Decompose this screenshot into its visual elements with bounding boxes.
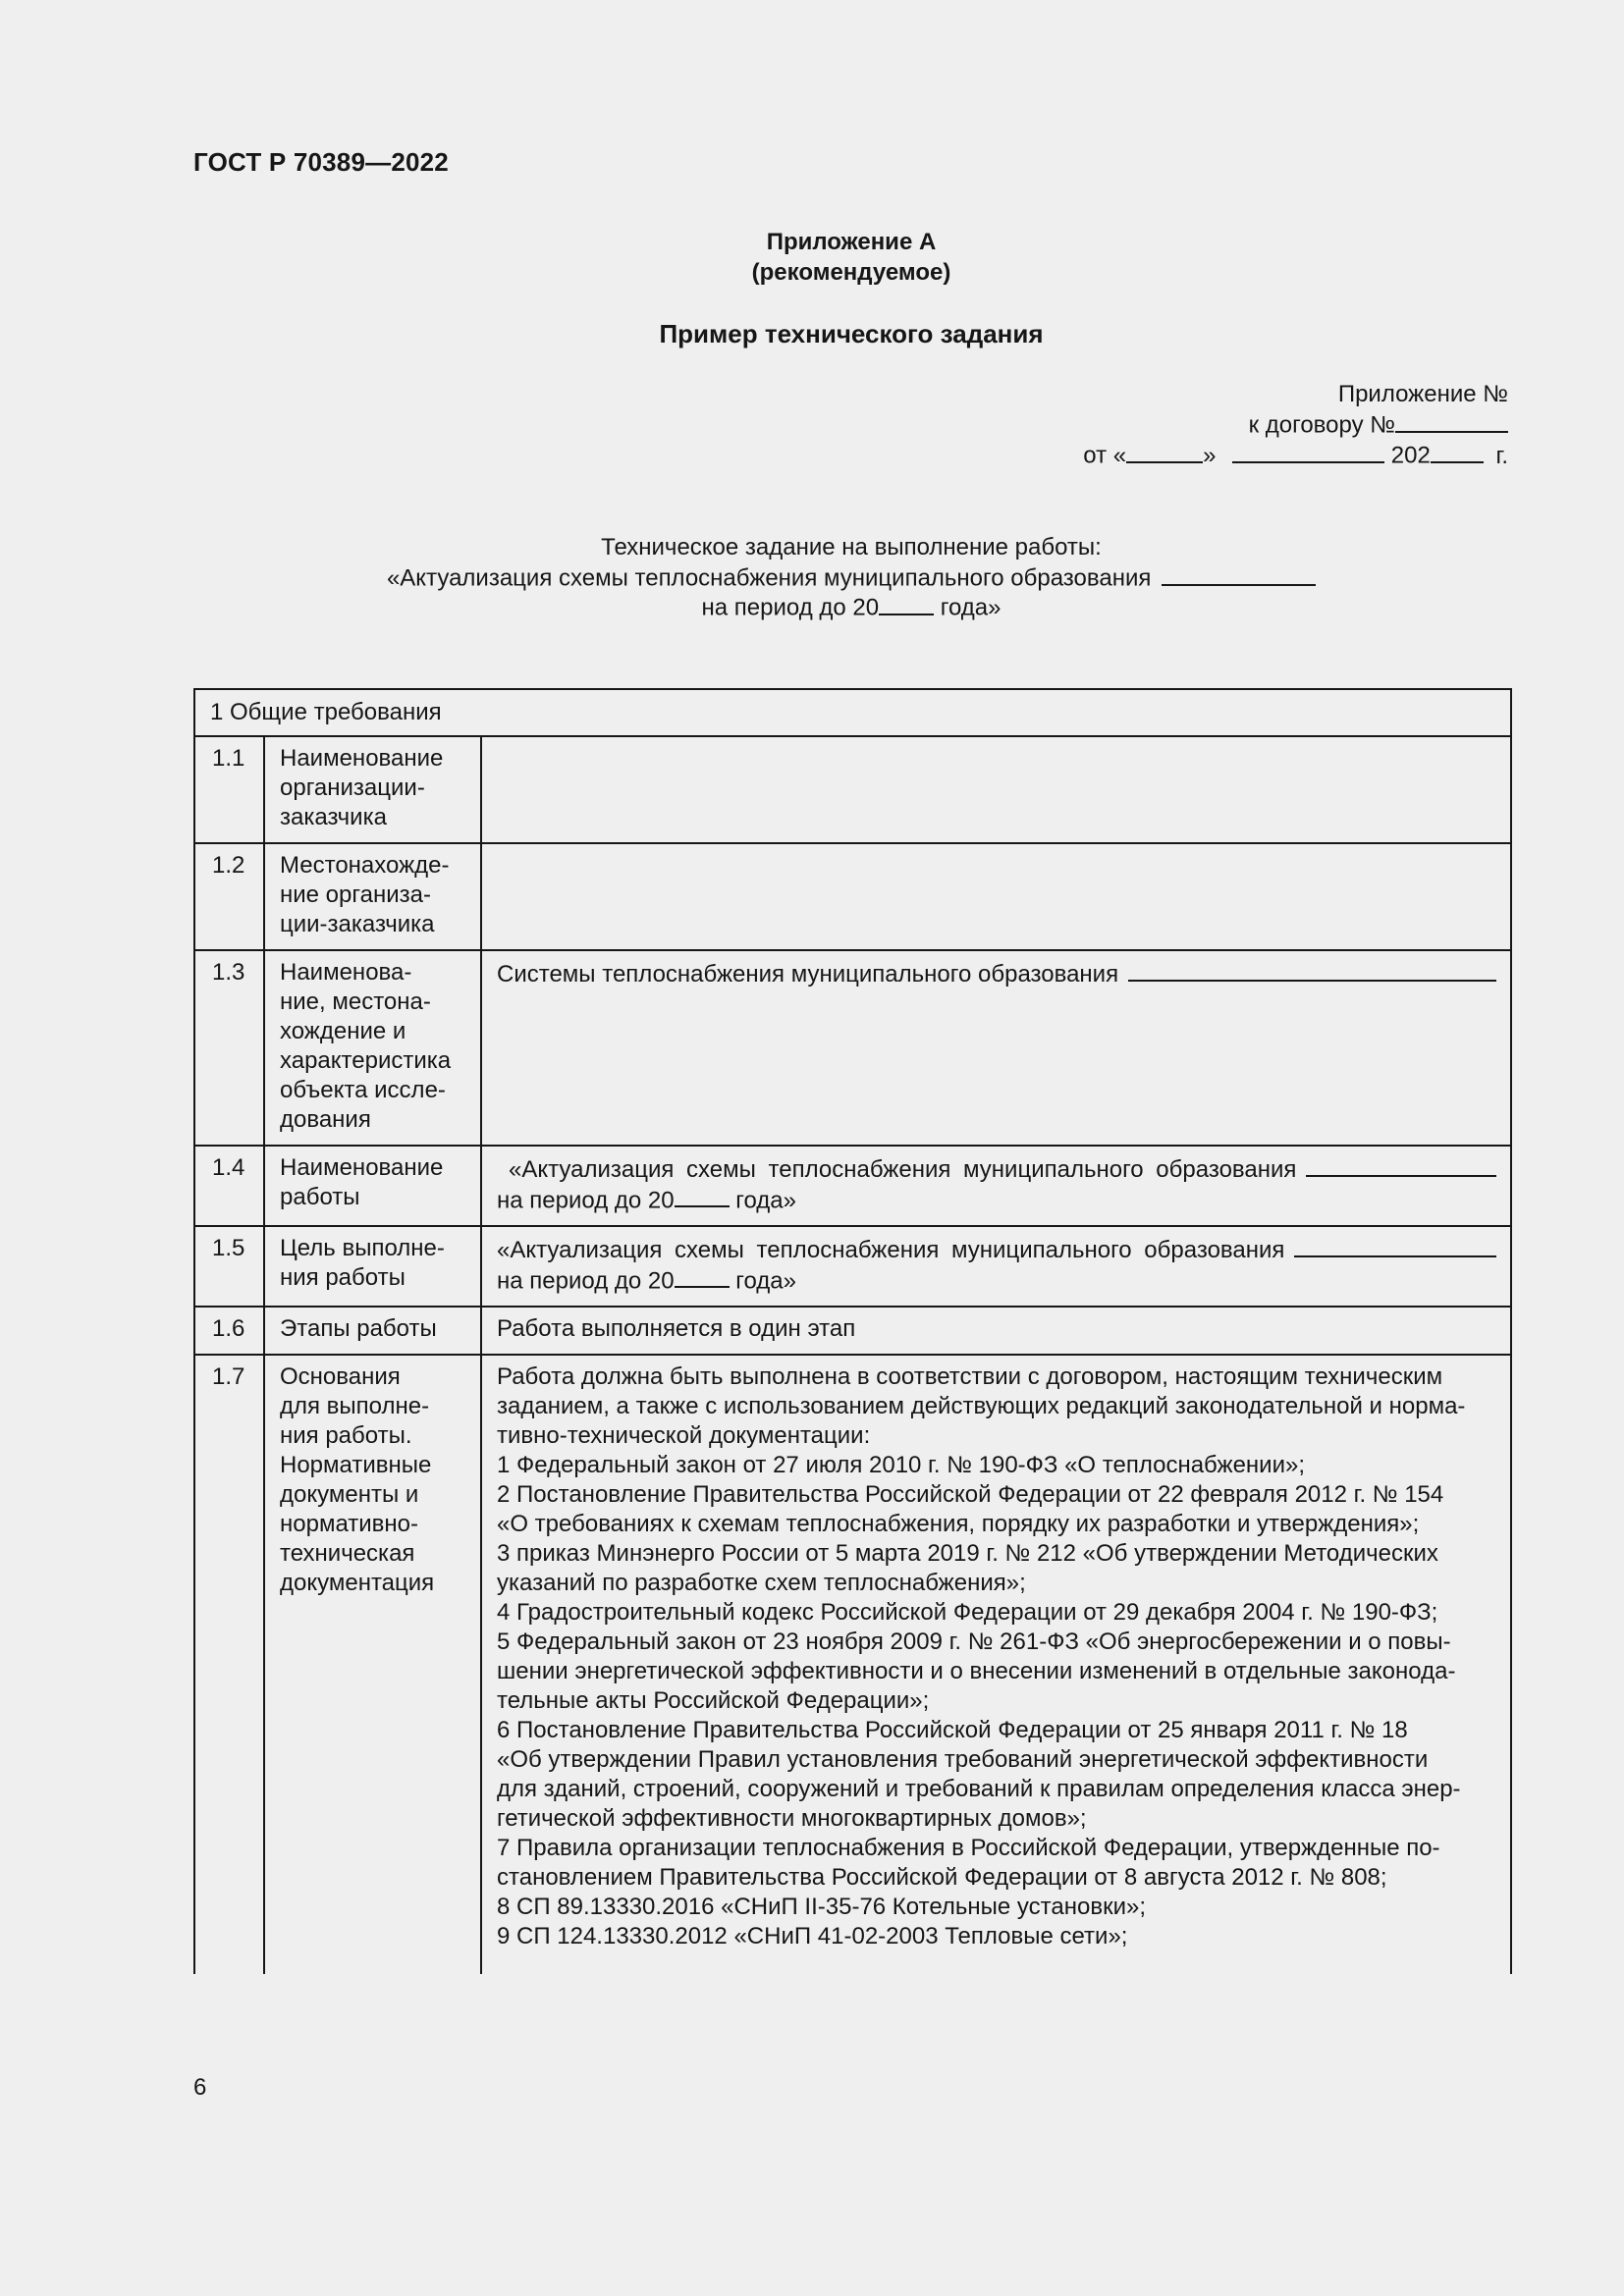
row-number: 1.7: [194, 1355, 264, 1974]
appendix-title: Приложение А: [766, 229, 937, 255]
row-value-empty: [481, 843, 1511, 950]
row-label: Наименование организации- заказчика: [264, 736, 481, 843]
row-number: 1.2: [194, 843, 264, 950]
row-value-legal-basis: Работа должна быть выполнена в соответствии с договором, настоящим техническим заданием, а также с использованием действующих редакций законодательной и норма- тивно-технической документации: 1 Федеральный закон от 27 июля 2010 г. № 190-ФЗ «О теплоснабжении»; 2 Постановление Правительства Российской Федерации от 22 февраля 2012 г. № 154 «О требованиях к схемам теплоснабжения, порядку их разработки и утверждения»; 3 приказ Минэнерго России от 5 марта 2019 г. № 212 «Об утверждении Методических указаний по разработке схем теплоснабжения»; 4 Градостроительный кодекс Российской Федерации от 29 декабря 2004 г. № 190-ФЗ; 5 Федеральный закон от 23 ноября 2009 г. № 261-ФЗ «Об энергосбережении и о повы- шении энергетической эффективности и о внесении изменений в отдельные законода- тельные акты Российской Федерации»; 6 Постановление Правительства Российской Федерации от 25 января 2011 г. № 18 «Об утверждении Правил установления требований энергетической эффективности для зданий, строений, сооружений и требований к правилам определения класса энер- гетической эффективности многоквартирных домов»; 7 Правила организации теплоснабжения в Российской Федерации, утвержденные по- становлением Правительства Российской Федерации от 8 августа 2012 г. № 808; 8 СП 89.13330.2016 «СНиП II-35-76 Котельные установки»; 9 СП 124.13330.2012 «СНиП 41-02-2003 Тепловые сети»;: [481, 1355, 1511, 1974]
row-label: Цель выполне- ния работы: [264, 1226, 481, 1307]
requirements-table: [193, 688, 1512, 1974]
row-number: 1.4: [194, 1146, 264, 1226]
row-value-empty: [481, 736, 1511, 843]
year-blank: [1431, 440, 1484, 463]
row-value: Работа выполняется в один этап: [481, 1307, 1511, 1355]
intro-line-2: «Актуализация схемы теплоснабжения муниципального образования: [193, 562, 1509, 594]
table-row: [194, 950, 1511, 1146]
standard-header: ГОСТ Р 70389—2022: [193, 147, 449, 177]
table-row: [194, 1355, 1511, 1974]
municipality-blank: [1294, 1234, 1496, 1257]
table-row: [194, 1307, 1511, 1355]
table-row: [194, 1146, 1511, 1226]
attachment-line-3: от « » 202 г.: [1083, 440, 1508, 471]
month-blank: [1232, 440, 1384, 463]
period-year-blank: [675, 1185, 730, 1208]
row-number: 1.3: [194, 950, 264, 1146]
row-value: Системы теплоснабжения муниципального образования: [481, 950, 1511, 1146]
intro-line-3: на период до 20 года»: [193, 592, 1509, 623]
row-number: 1.6: [194, 1307, 264, 1355]
example-title: Пример технического задания: [659, 319, 1044, 348]
row-number: 1.5: [194, 1226, 264, 1307]
row-label: Наименова- ние, местона- хождение и характеристика объекта иссле- дования: [264, 950, 481, 1146]
row-label: Этапы работы: [264, 1307, 481, 1355]
municipality-blank: [1162, 562, 1316, 586]
row-value: «Актуализация схемы теплоснабжения муниципального образования на период до 20 года»: [481, 1146, 1511, 1226]
attachment-line-1: Приложение №: [1337, 381, 1508, 407]
row-number: 1.1: [194, 736, 264, 843]
attachment-line-2: к договору №: [1249, 409, 1508, 441]
row-label: Основания для выполне- ния работы. Нормативные документы и нормативно- техническая документация: [264, 1355, 481, 1974]
municipality-blank: [1128, 958, 1496, 982]
period-year-blank: [879, 592, 934, 615]
section-title: 1 Общие требования: [194, 689, 1511, 736]
page-number: 6: [193, 2074, 207, 2101]
row-label: Местонахожде- ние организа- ции-заказчика: [264, 843, 481, 950]
table-row: [194, 1226, 1511, 1307]
table-row: [194, 843, 1511, 950]
contract-number-blank: [1395, 409, 1508, 433]
period-year-blank: [675, 1265, 730, 1289]
intro-line-1: Техническое задание на выполнение работы:: [601, 534, 1102, 561]
table-section-row: [194, 689, 1511, 736]
municipality-blank: [1306, 1153, 1496, 1177]
appendix-status: (рекомендуемое): [751, 259, 951, 286]
day-blank: [1126, 440, 1203, 463]
row-label: Наименование работы: [264, 1146, 481, 1226]
table-row: [194, 736, 1511, 843]
row-value: «Актуализация схемы теплоснабжения муниципального образования на период до 20 года»: [481, 1226, 1511, 1307]
